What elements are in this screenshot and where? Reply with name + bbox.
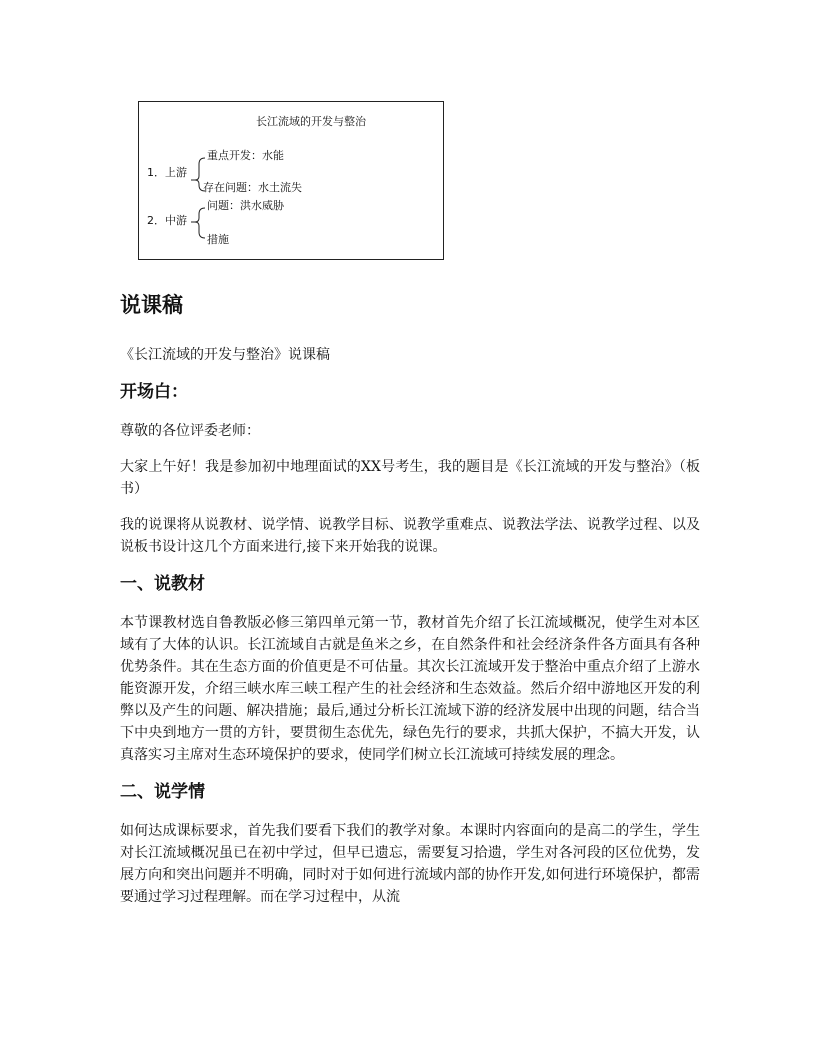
greeting-paragraph: 尊敬的各位评委老师： [120,423,260,439]
diagram-title: 长江流域的开发与整治 [256,115,366,128]
document-body [120,290,700,922]
diagram-branch-middle: 2．中游 [147,214,187,227]
document-title: 说课稿 [120,293,183,317]
diagram-upper-item-2: 存在问题：水土流失 [203,181,302,194]
middle-bracket [191,208,205,238]
opening-heading: 开场白： [120,382,188,402]
board-diagram [138,101,444,260]
document-subtitle: 《长江流域的开发与整治》说课稿 [120,347,330,363]
section-1-heading: 一、说教材 [120,574,205,594]
outline-paragraph: 我的说课将从说教材、说学情、说教学目标、说教学重难点、说教法学法、说教学过程、以及说板书设计这几个方面来进行,接下来开始我的说课。 [120,517,700,555]
intro-paragraph: 大家上午好！我是参加初中地理面试的XX号考生，我的题目是《长江流域的开发与整治》（板书） [120,459,700,497]
diagram-middle-item-1: 问题：洪水威胁 [207,199,284,212]
section-2-body: 如何达成课标要求，首先我们要看下我们的教学对象。本课时内容面向的是高二的学生，学生对长江流域概况虽已在初中学过，但早已遗忘，需要复习拾遗，学生对各河段的区位优势，发展方向和突出问题并不明确，同时对于如何进行流域内部的协作开发,如何进行环境保护，都需要通过学习过程理解。而在学习过程中，从流 [120,823,700,905]
diagram-upper-item-1: 重点开发：水能 [207,149,284,162]
diagram-middle-item-2: 措施 [207,233,229,246]
section-1-body: 本节课教材选自鲁教版必修三第四单元第一节，教材首先介绍了长江流域概况，使学生对本区域有了大体的认识。长江流域自古就是鱼米之乡，在自然条件和社会经济条件各方面具有各种优势条件。其在生态方面的价值更是不可估量。其次长江流域开发于整治中重点介绍了上游水能资源开发，介绍三峡水库三峡工程产生的社会经济和生态效益。然后介绍中游地区开发的利弊以及产生的问题、解决措施；最后,通过分析长江流域下游的经济发展中出现的问题，结合当下中央到地方一贯的方针，要贯彻生态优先，绿色先行的要求，共抓大保护，不搞大开发，认真落实习主席对生态环境保护的要求，使同学们树立长江流域可持续发展的理念。 [120,615,700,763]
section-2-heading: 二、说学情 [120,782,205,802]
diagram-branch-upper: 1．上游 [147,166,187,179]
